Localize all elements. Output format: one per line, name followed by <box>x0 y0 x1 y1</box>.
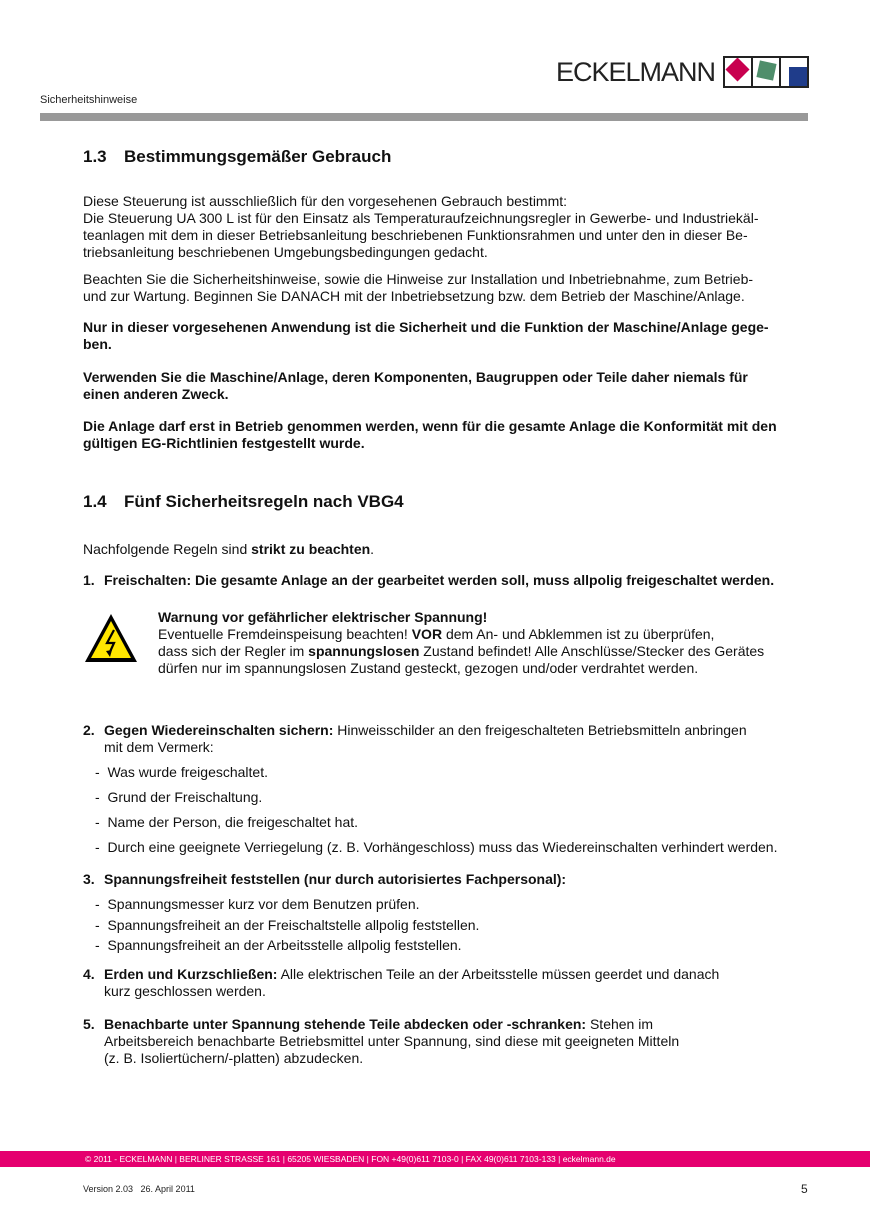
bold-text: 2. <box>83 722 95 738</box>
text-block-b2 <box>83 369 748 403</box>
bold-text: Spannungsfreiheit feststellen (nur durch autorisiertes Fachpersonal): <box>104 871 567 887</box>
header-divider <box>40 113 808 121</box>
text-line <box>104 1033 679 1050</box>
text-block-d2b <box>95 789 262 806</box>
text-line <box>104 983 719 1000</box>
text: dem An- und Abklemmen ist zu überprüfen, <box>442 626 715 642</box>
text-block-n3 <box>83 871 95 888</box>
bold-text: gültigen EG-Richtlinien festgestellt wurde. <box>83 435 365 451</box>
text: Hinweisschilder an den freigeschalteten Betriebsmitteln anbringen <box>333 722 747 738</box>
bold-text: spannungslosen <box>308 643 420 659</box>
text-line <box>83 271 753 288</box>
bold-text: Warnung vor gefährlicher elektrischer Spannung! <box>158 609 488 625</box>
text: und zur Wartung. Beginnen Sie DANACH mit der Inbetriebsetzung bzw. dem Betrieb der Maschine/Anlage. <box>83 288 745 304</box>
bold-text: Nur in dieser vorgesehenen Anwendung ist die Sicherheit und die Funktion der Maschine/Anlage gege- <box>83 319 769 335</box>
text-line <box>83 572 95 589</box>
bold-text: Erden und Kurzschließen: <box>104 966 278 982</box>
text-block-n4 <box>83 966 95 983</box>
text-block-d3a <box>95 896 420 913</box>
text: . <box>370 541 375 557</box>
text-block-n2 <box>83 722 95 739</box>
text-block-i4 <box>104 966 719 1000</box>
text-block-p1 <box>83 193 759 261</box>
text: dass sich der Regler im <box>158 643 309 659</box>
text-line <box>158 626 764 643</box>
text-block-d3b <box>95 917 479 934</box>
text: Zustand befindet! Alle Anschlüsse/Stecker des Gerätes <box>419 643 765 659</box>
text-line <box>158 609 764 626</box>
text-block-d2c <box>95 814 358 831</box>
text: dürfen nur im spannungslosen Zustand gesteckt, gezogen und/oder verdrahtet werden. <box>158 660 699 676</box>
text-line <box>104 572 774 589</box>
text-block-d2a <box>95 764 268 781</box>
electrical-hazard-icon <box>83 612 139 664</box>
bold-text: 3. <box>83 871 95 887</box>
text-block-d2d <box>95 839 777 856</box>
bold-text: Benachbarte unter Spannung stehende Teile abdecken oder -schranken: <box>104 1016 587 1032</box>
text-line <box>104 966 719 983</box>
text: Arbeitsbereich benachbarte Betriebsmittel unter Spannung, sind diese mit geeigneten Mitteln <box>104 1033 680 1049</box>
text-line <box>83 541 374 558</box>
text-line <box>104 722 747 739</box>
text: Eventuelle Fremdeinspeisung beachten! <box>158 626 412 642</box>
eckelmann-logo <box>556 56 809 88</box>
text-line <box>158 660 764 677</box>
bold-text: Verwenden Sie die Maschine/Anlage, deren Komponenten, Baugruppen oder Teile daher niemals für <box>83 369 748 385</box>
bold-text: Gegen Wiedereinschalten sichern: <box>104 722 334 738</box>
text: mit dem Vermerk: <box>104 739 214 755</box>
text-line <box>83 210 759 227</box>
text-block-n5 <box>83 1016 95 1033</box>
text: - Grund der Freischaltung. <box>95 789 263 805</box>
text-line <box>83 227 759 244</box>
text: - Spannungsmesser kurz vor dem Benutzen prüfen. <box>95 896 420 912</box>
logo-squares-icon <box>723 56 809 88</box>
page-number: 5 <box>801 1182 808 1196</box>
version-info: Version 2.03 26. April 2011 <box>83 1184 195 1194</box>
text-block-i5 <box>104 1016 679 1067</box>
logo-text: ECKELMANN <box>556 56 716 87</box>
text-line <box>83 871 95 888</box>
text-line <box>83 193 759 210</box>
text-line <box>95 896 420 913</box>
text-line <box>83 386 748 403</box>
text-block-intro <box>83 541 374 558</box>
text-line <box>104 1016 679 1033</box>
text-line <box>83 966 95 983</box>
bold-text: 1. <box>83 572 95 588</box>
text-line <box>95 917 479 934</box>
text: kurz geschlossen werden. <box>104 983 266 999</box>
bold-text: einen anderen Zweck. <box>83 386 229 402</box>
text-block-i3 <box>104 871 566 888</box>
text: Stehen im <box>586 1016 654 1032</box>
bold-text: ben. <box>83 336 112 352</box>
text-block-warn <box>158 609 764 677</box>
text-line <box>83 722 95 739</box>
text-line <box>83 336 769 353</box>
text: triebsanleitung beschriebenen Umgebungsbedingungen gedacht. <box>83 244 488 260</box>
text: Alle elektrischen Teile an der Arbeitsstelle müssen geerdet und danach <box>277 966 720 982</box>
text-block-p2 <box>83 271 753 305</box>
text: Diese Steuerung ist ausschließlich für den vorgesehenen Gebrauch bestimmt: <box>83 193 568 209</box>
footer-address: © 2011 - ECKELMANN | BERLINER STRASSE 161 | 65205 WIESBADEN | FON +49(0)611 7103-0 | FAX 49(0)611 7103-133 | eckelmann.de <box>85 1154 616 1164</box>
text-block-i2 <box>104 722 747 756</box>
section-heading-1-4: 1.4 Fünf Sicherheitsregeln nach VBG4 <box>83 492 404 511</box>
text-line <box>95 789 262 806</box>
text-line <box>104 739 747 756</box>
text: - Durch eine geeignete Verriegelung (z. B. Vorhängeschloss) muss das Wiedereinschalten verhindert werden. <box>95 839 778 855</box>
text-line <box>83 1016 95 1033</box>
text-line <box>95 839 777 856</box>
text-line <box>104 1050 679 1067</box>
text-block-b3 <box>83 418 777 452</box>
text: - Spannungsfreiheit an der Arbeitsstelle allpolig feststellen. <box>95 937 462 953</box>
text-line <box>83 369 748 386</box>
text-line <box>83 288 753 305</box>
text: Nachfolgende Regeln sind <box>83 541 252 557</box>
bold-text: Die Anlage darf erst in Betrieb genommen werden, wenn für die gesamte Anlage die Konformität mit den <box>83 418 777 434</box>
text-line <box>104 871 566 888</box>
text-block-n1 <box>83 572 95 589</box>
text: Beachten Sie die Sicherheitshinweise, sowie die Hinweise zur Installation und Inbetriebnahme, zum Betrieb- <box>83 271 754 287</box>
text: - Name der Person, die freigeschaltet hat. <box>95 814 359 830</box>
text: - Was wurde freigeschaltet. <box>95 764 268 780</box>
text-line <box>83 435 777 452</box>
text: - Spannungsfreiheit an der Freischaltstelle allpolig feststellen. <box>95 917 480 933</box>
text-block-i1 <box>104 572 774 589</box>
bold-text: VOR <box>411 626 443 642</box>
bold-text: Freischalten: Die gesamte Anlage an der gearbeitet werden soll, muss allpolig freigeschaltet werden. <box>104 572 775 588</box>
text-line <box>95 764 268 781</box>
running-header: Sicherheitshinweise <box>40 94 138 106</box>
text: teanlagen mit dem in dieser Betriebsanleitung beschriebenen Funktionsrahmen und unter den in dieser Be- <box>83 227 748 243</box>
bold-text: 5. <box>83 1016 95 1032</box>
text: (z. B. Isoliertüchern/-platten) abzudecken. <box>104 1050 364 1066</box>
section-heading-1-3: 1.3 Bestimmungsgemäßer Gebrauch <box>83 147 392 166</box>
text-line <box>83 418 777 435</box>
text-line <box>95 814 358 831</box>
bold-text: strikt zu beachten <box>251 541 371 557</box>
text-line <box>95 937 462 954</box>
text-line <box>83 244 759 261</box>
text-line <box>158 643 764 660</box>
text-block-b1 <box>83 319 769 353</box>
text-block-d3c <box>95 937 462 954</box>
text: Die Steuerung UA 300 L ist für den Einsatz als Temperaturaufzeichnungsregler in Gewerbe- und Industriekäl- <box>83 210 759 226</box>
bold-text: 4. <box>83 966 95 982</box>
text-line <box>83 319 769 336</box>
